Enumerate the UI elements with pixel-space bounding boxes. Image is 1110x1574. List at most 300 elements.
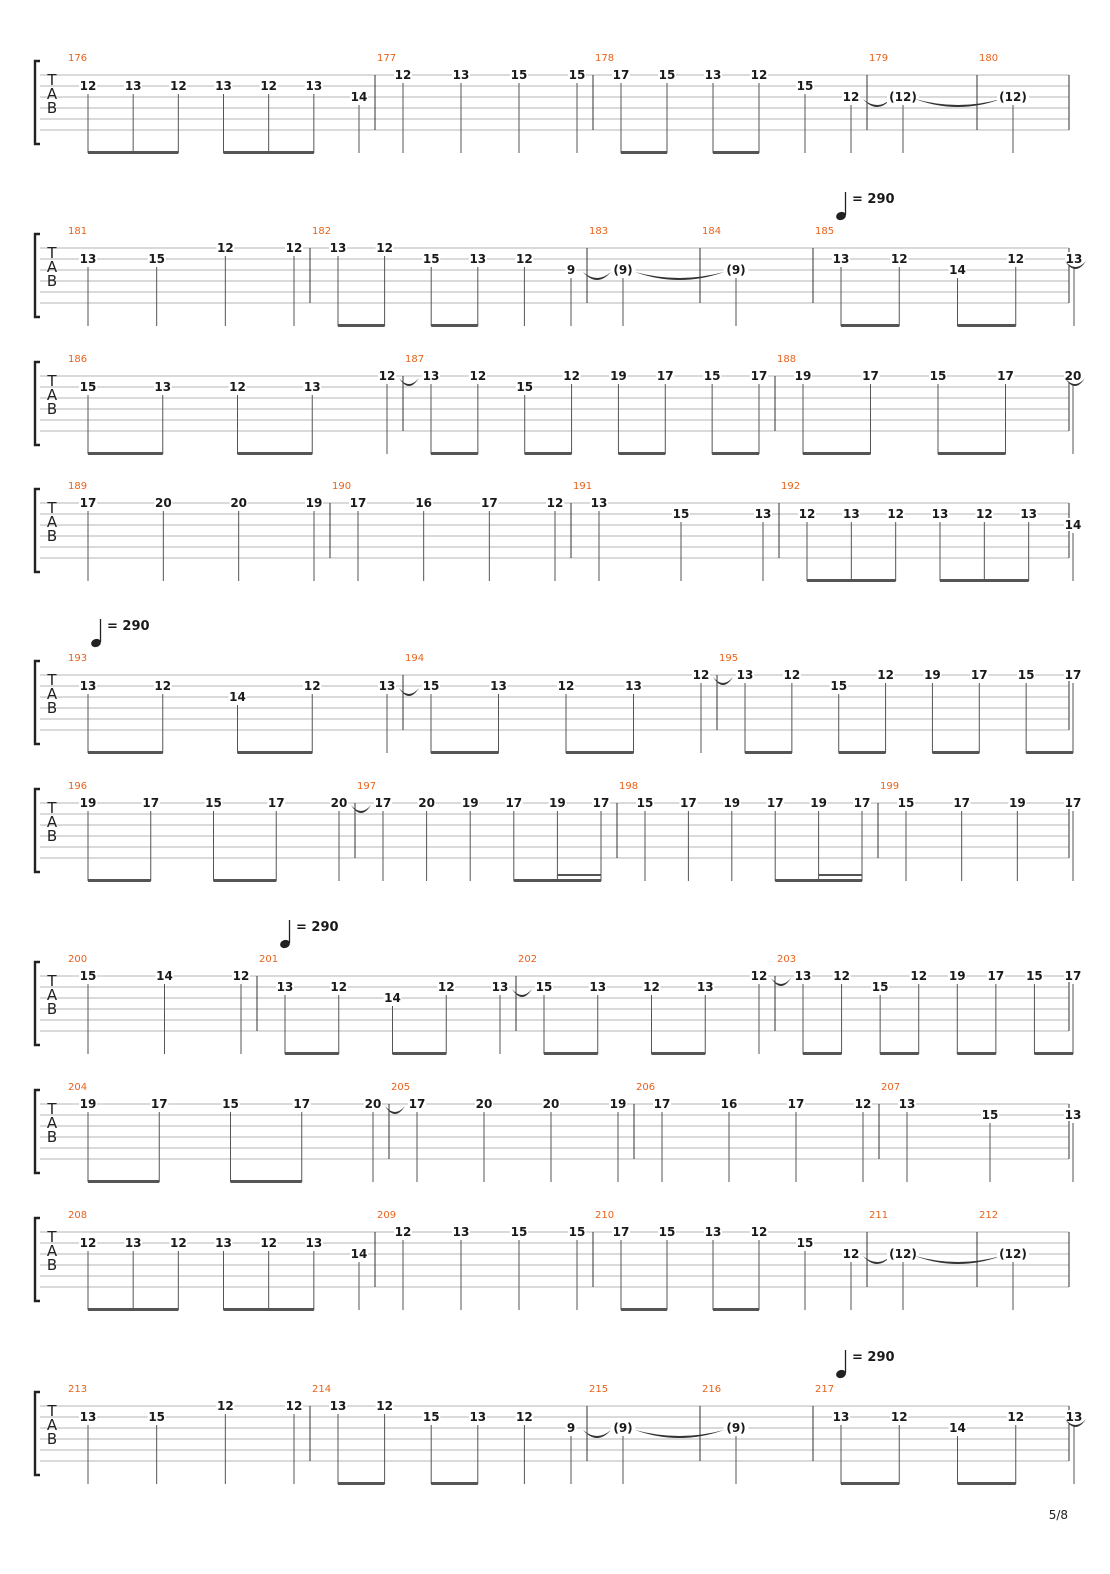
measure-number: 202 (518, 954, 538, 965)
tab-note: 20 (1064, 369, 1082, 383)
tab-note: 13 (305, 1236, 323, 1250)
tab-note: 19 (948, 969, 966, 983)
measure-number: 191 (573, 481, 593, 492)
tab-note: 17 (408, 1097, 426, 1111)
tab-note: 12 (890, 1410, 908, 1424)
note-beam (807, 579, 896, 582)
tab-note: 17 (267, 796, 285, 810)
tab-note: 12 (890, 252, 908, 266)
tab-note: 14 (229, 690, 246, 704)
system-bracket (35, 489, 40, 572)
tab-note: (9) (613, 1421, 633, 1435)
tab-clef-letter: T (47, 799, 57, 817)
measure-number: 177 (377, 53, 397, 64)
note-beam (958, 324, 1016, 327)
tab-note: 13 (842, 507, 860, 521)
note-beam (224, 151, 314, 154)
tab-note: 15 (148, 1410, 166, 1424)
note-beam (338, 324, 385, 327)
note-beam (88, 1308, 178, 1311)
tab-note: 13 (276, 980, 294, 994)
tab-note: 12 (469, 369, 487, 383)
tab-note: 12 (285, 1399, 303, 1413)
tab-note: 13 (469, 252, 487, 266)
tab-note: 17 (987, 969, 1005, 983)
tab-note: 15 (796, 1236, 814, 1250)
note-beam (88, 1180, 159, 1183)
tie-arc (915, 99, 1001, 107)
tab-note: 15 (871, 980, 889, 994)
system-bracket (35, 61, 40, 144)
tab-note: 17 (480, 496, 498, 510)
tab-note: (12) (889, 90, 917, 104)
note-beam (238, 751, 313, 754)
note-beam (224, 1308, 314, 1311)
note-beam (713, 1308, 759, 1311)
tab-note: 13 (696, 980, 714, 994)
system-bracket (35, 962, 40, 1045)
tab-note: (12) (889, 1247, 917, 1261)
tab-note: (12) (999, 90, 1027, 104)
system-bracket (35, 789, 40, 872)
note-beam (214, 879, 277, 882)
tab-note: 12 (783, 668, 801, 682)
system-bracket (35, 362, 40, 445)
tab-note: (12) (999, 1247, 1027, 1261)
tempo-marking: = 290 (852, 1350, 895, 1365)
measure-number: 197 (357, 781, 377, 792)
tab-note: 15 (422, 679, 440, 693)
tab-note: 12 (285, 241, 303, 255)
tab-note: 15 (1017, 668, 1035, 682)
tab-note: 20 (154, 496, 172, 510)
tab-note: 17 (349, 496, 367, 510)
tab-note: 12 (394, 1225, 412, 1239)
tab-clef-letter: T (47, 972, 57, 990)
tab-note: 12 (232, 969, 250, 983)
system-bracket (35, 661, 40, 744)
note-beam (841, 1482, 899, 1485)
note-beam (1034, 1052, 1073, 1055)
tab-note: 13 (422, 369, 440, 383)
tab-note: 13 (215, 79, 232, 93)
tab-note: 13 (305, 79, 323, 93)
measure-number: 198 (619, 781, 639, 792)
tie-arc (635, 272, 724, 280)
tie-arc (512, 989, 532, 997)
note-beam (514, 879, 601, 882)
tab-note: 19 (79, 796, 97, 810)
tab-clef-letter: B (46, 827, 58, 845)
measure-number: 199 (880, 781, 900, 792)
measure-number: 200 (68, 954, 88, 965)
measure-number: 212 (979, 1210, 999, 1221)
tab-clef-letter: B (46, 1000, 58, 1018)
note-beam (566, 751, 634, 754)
tab-note: 12 (376, 241, 393, 255)
tab-note: 19 (794, 369, 812, 383)
measure-number: 217 (815, 1384, 835, 1395)
tab-note: 12 (877, 668, 894, 682)
tab-note: 20 (364, 1097, 382, 1111)
tab-clef-letter: B (46, 99, 58, 117)
tab-note: 15 (205, 796, 222, 810)
measure-number: 187 (405, 354, 425, 365)
tab-note: 15 (658, 1225, 676, 1239)
tab-note: 19 (79, 1097, 97, 1111)
tab-note: 20 (330, 796, 348, 810)
measure-number: 182 (312, 226, 332, 237)
tab-note: 13 (329, 241, 347, 255)
tab-note: 12 (330, 980, 348, 994)
tab-clef-letter: T (47, 1402, 57, 1420)
tab-note: 17 (853, 796, 871, 810)
tab-note: 15 (422, 1410, 440, 1424)
tab-note: 13 (329, 1399, 347, 1413)
tab-note: 17 (1064, 796, 1082, 810)
tab-note: 13 (1065, 1410, 1083, 1424)
tab-note: 12 (169, 1236, 187, 1250)
tab-note: 14 (156, 969, 173, 983)
tab-note: 12 (692, 668, 710, 682)
system-bracket (35, 1090, 40, 1173)
tab-note: 12 (1007, 252, 1025, 266)
measure-number: 193 (68, 653, 88, 664)
tab-note: 17 (612, 1225, 630, 1239)
tab-note: 19 (924, 668, 941, 682)
tab-note: 12 (437, 980, 455, 994)
tab-note: 13 (378, 679, 396, 693)
tab-note: 12 (378, 369, 396, 383)
tab-system (35, 354, 1085, 455)
tie-arc (635, 1430, 724, 1438)
note-beam (745, 751, 792, 754)
tempo-marking: = 290 (107, 619, 150, 634)
tab-note: 15 (79, 380, 97, 394)
tab-clef-letter: A (46, 1416, 58, 1434)
tab-clef-letter: A (46, 85, 58, 103)
tab-note: 12 (516, 1410, 533, 1424)
tab-note: (9) (726, 1421, 746, 1435)
note-beam (557, 874, 601, 876)
tie-arc (399, 378, 419, 386)
system-bracket (35, 1392, 40, 1475)
tab-note: 15 (897, 796, 915, 810)
measure-number: 192 (781, 481, 801, 492)
tab-note: 13 (154, 380, 172, 394)
tab-clef-letter: B (46, 1128, 58, 1146)
tab-note: 15 (568, 68, 586, 82)
tab-note: 9 (566, 1421, 576, 1435)
measure-number: 189 (68, 481, 88, 492)
tab-system (35, 481, 1082, 582)
tab-clef-letter: A (46, 513, 58, 531)
note-beam (775, 879, 862, 882)
measure-number: 183 (589, 226, 609, 237)
tab-clef-letter: A (46, 1242, 58, 1260)
tab-clef-letter: T (47, 671, 57, 689)
tab-note: (9) (613, 263, 633, 277)
tie-arc (399, 688, 419, 696)
tab-note: 12 (376, 1399, 393, 1413)
tempo-marking: = 290 (296, 920, 339, 935)
tab-note: 13 (79, 679, 97, 693)
tab-note: 13 (1065, 252, 1083, 266)
tab-note: 13 (490, 679, 507, 693)
tab-note: 20 (475, 1097, 493, 1111)
measure-number: 204 (68, 1082, 88, 1093)
tab-note: 13 (832, 1410, 850, 1424)
tab-note: 14 (1064, 518, 1082, 532)
tab-note: 12 (975, 507, 993, 521)
tab-note: 17 (142, 796, 160, 810)
tab-note: 12 (750, 68, 768, 82)
note-beam (841, 324, 899, 327)
tab-note: 12 (842, 90, 860, 104)
tab-note: 17 (970, 668, 988, 682)
measure-number: 179 (869, 53, 889, 64)
tab-note: 17 (787, 1097, 805, 1111)
tab-clef-letter: T (47, 1228, 57, 1246)
tab-clef-letter: B (46, 527, 58, 545)
tab-clef-letter: T (47, 244, 57, 262)
measure-number: 196 (68, 781, 88, 792)
tab-note: 12 (169, 79, 187, 93)
tab-note: 17 (1064, 668, 1082, 682)
tie-arc (713, 677, 733, 685)
tab-note: 12 (216, 1399, 234, 1413)
tab-note: 19 (461, 796, 479, 810)
tab-note: 15 (636, 796, 654, 810)
tab-note: 12 (750, 969, 768, 983)
note-beam (958, 1482, 1016, 1485)
tab-note: 13 (754, 507, 772, 521)
note-beam (839, 751, 886, 754)
note-beam (932, 751, 979, 754)
tab-clef-letter: A (46, 986, 58, 1004)
tab-note: 17 (656, 369, 674, 383)
tab-note: 17 (1064, 969, 1082, 983)
note-beam (231, 1180, 302, 1183)
note-beam (393, 1052, 447, 1055)
tab-note: 15 (703, 369, 721, 383)
tab-note: 15 (510, 68, 528, 82)
tab-clef-letter: A (46, 685, 58, 703)
tab-note: 13 (452, 1225, 470, 1239)
tab-note: 13 (589, 980, 607, 994)
note-beam (618, 452, 665, 455)
tab-note: 13 (124, 79, 142, 93)
tab-note: 13 (303, 380, 321, 394)
tab-note: 13 (590, 496, 608, 510)
tab-note: 12 (154, 679, 172, 693)
tab-note: 16 (415, 496, 433, 510)
tab-note: 19 (609, 1097, 627, 1111)
measure-number: 210 (595, 1210, 615, 1221)
tab-note: 15 (1026, 969, 1043, 983)
tab-clef-letter: A (46, 386, 58, 404)
note-beam (621, 1308, 667, 1311)
tab-note: 15 (672, 507, 690, 521)
tab-note: 19 (1008, 796, 1026, 810)
tab-note: 15 (148, 252, 166, 266)
tab-note: 12 (887, 507, 905, 521)
note-beam (88, 151, 178, 154)
tab-note: 13 (832, 252, 850, 266)
tab-clef-letter: B (46, 1430, 58, 1448)
tab-note: 14 (384, 991, 401, 1005)
note-beam (431, 751, 499, 754)
note-beam (285, 1052, 339, 1055)
note-beam (803, 452, 871, 455)
note-beam (713, 151, 759, 154)
measure-number: 211 (869, 1210, 889, 1221)
tab-note: 12 (229, 380, 246, 394)
tab-note: 13 (79, 1410, 97, 1424)
tab-note: 12 (516, 252, 533, 266)
tab-note: 16 (720, 1097, 738, 1111)
measure-number: 213 (68, 1384, 88, 1395)
measure-number: 185 (815, 226, 835, 237)
tab-note: 12 (563, 369, 580, 383)
tab-note: 13 (79, 252, 97, 266)
measure-number: 195 (719, 653, 739, 664)
note-beam (88, 751, 163, 754)
tab-system (35, 619, 1082, 754)
tab-note: 12 (394, 68, 412, 82)
tab-clef-letter: T (47, 372, 57, 390)
measure-number: 184 (702, 226, 722, 237)
measure-number: 181 (68, 226, 88, 237)
measure-number: 201 (259, 954, 279, 965)
measure-number: 209 (377, 1210, 397, 1221)
measure-number: 186 (68, 354, 88, 365)
tab-note: 15 (510, 1225, 528, 1239)
tab-system (35, 53, 1069, 154)
page-number: 5/8 (1048, 1508, 1068, 1522)
tab-clef-letter: A (46, 258, 58, 276)
tab-note: 17 (653, 1097, 671, 1111)
note-beam (938, 452, 1006, 455)
tab-system (35, 1350, 1086, 1485)
tab-note: 12 (910, 969, 928, 983)
measure-number: 180 (979, 53, 999, 64)
tab-note: 12 (260, 79, 278, 93)
tab-clef-letter: T (47, 499, 57, 517)
note-beam (88, 452, 163, 455)
system-bracket (35, 1218, 40, 1301)
tab-system (35, 1082, 1082, 1183)
tab-clef-letter: A (46, 813, 58, 831)
tie-arc (771, 978, 791, 986)
note-beam (880, 1052, 919, 1055)
tab-note: 12 (833, 969, 850, 983)
measure-number: 205 (391, 1082, 411, 1093)
tab-note: 17 (953, 796, 971, 810)
tab-note: 19 (723, 796, 741, 810)
note-beam (431, 1482, 478, 1485)
tab-note: 12 (546, 496, 564, 510)
tab-note: 13 (1064, 1108, 1082, 1122)
tab-note: 12 (1007, 1410, 1025, 1424)
tab-clef-letter: T (47, 71, 57, 89)
tab-clef-letter: T (47, 1100, 57, 1118)
tab-note: 15 (535, 980, 553, 994)
tab-note: 17 (750, 369, 768, 383)
tie-arc (351, 805, 371, 813)
measure-number: 216 (702, 1384, 722, 1395)
tab-note: 15 (796, 79, 814, 93)
note-beam (525, 452, 572, 455)
tab-note: 13 (704, 68, 722, 82)
note-beam (803, 1052, 842, 1055)
tab-note: 20 (230, 496, 248, 510)
note-beam (544, 1052, 598, 1055)
tab-note: 13 (469, 1410, 487, 1424)
tab-system (35, 1210, 1069, 1311)
tab-note: 17 (79, 496, 97, 510)
tab-note: 12 (842, 1247, 860, 1261)
tab-note: 19 (610, 369, 627, 383)
tab-note: 19 (305, 496, 323, 510)
tab-note: 12 (854, 1097, 872, 1111)
tab-note: 17 (862, 369, 879, 383)
tab-note: 20 (418, 796, 435, 810)
tab-clef-letter: B (46, 1256, 58, 1274)
tab-note: 15 (981, 1108, 999, 1122)
tab-note: 12 (303, 679, 321, 693)
measure-number: 208 (68, 1210, 88, 1221)
tab-note: 13 (124, 1236, 142, 1250)
tab-note: 13 (1020, 507, 1038, 521)
measure-number: 188 (777, 354, 797, 365)
tab-note: 12 (260, 1236, 278, 1250)
tab-note: 15 (79, 969, 97, 983)
tab-clef-letter: B (46, 272, 58, 290)
measure-number: 176 (68, 53, 88, 64)
measure-number: 203 (777, 954, 797, 965)
tab-note: 15 (516, 380, 534, 394)
measure-number: 215 (589, 1384, 609, 1395)
tab-note: 20 (542, 1097, 560, 1111)
measure-number: 194 (405, 653, 425, 664)
note-beam (819, 874, 862, 876)
tab-note: 12 (557, 679, 575, 693)
tab-note: 12 (750, 1225, 768, 1239)
tab-note: 14 (949, 1421, 966, 1435)
tab-note: 12 (79, 79, 97, 93)
tab-clef-letter: A (46, 1114, 58, 1132)
tab-note: 12 (798, 507, 816, 521)
measure-number: 207 (881, 1082, 901, 1093)
tab-note: 17 (293, 1097, 311, 1111)
tab-note: 14 (350, 90, 368, 104)
note-beam (431, 324, 478, 327)
tab-note: 13 (736, 668, 754, 682)
tab-note: 13 (625, 679, 642, 693)
tab-note: 17 (680, 796, 697, 810)
tab-system (35, 781, 1082, 882)
tab-note: 13 (452, 68, 470, 82)
tab-note: 12 (216, 241, 234, 255)
note-beam (338, 1482, 385, 1485)
tab-note: 15 (422, 252, 440, 266)
tab-note: 17 (505, 796, 523, 810)
note-beam (957, 1052, 996, 1055)
measure-number: 190 (332, 481, 352, 492)
tab-system (35, 920, 1082, 1055)
tab-note: 17 (592, 796, 610, 810)
